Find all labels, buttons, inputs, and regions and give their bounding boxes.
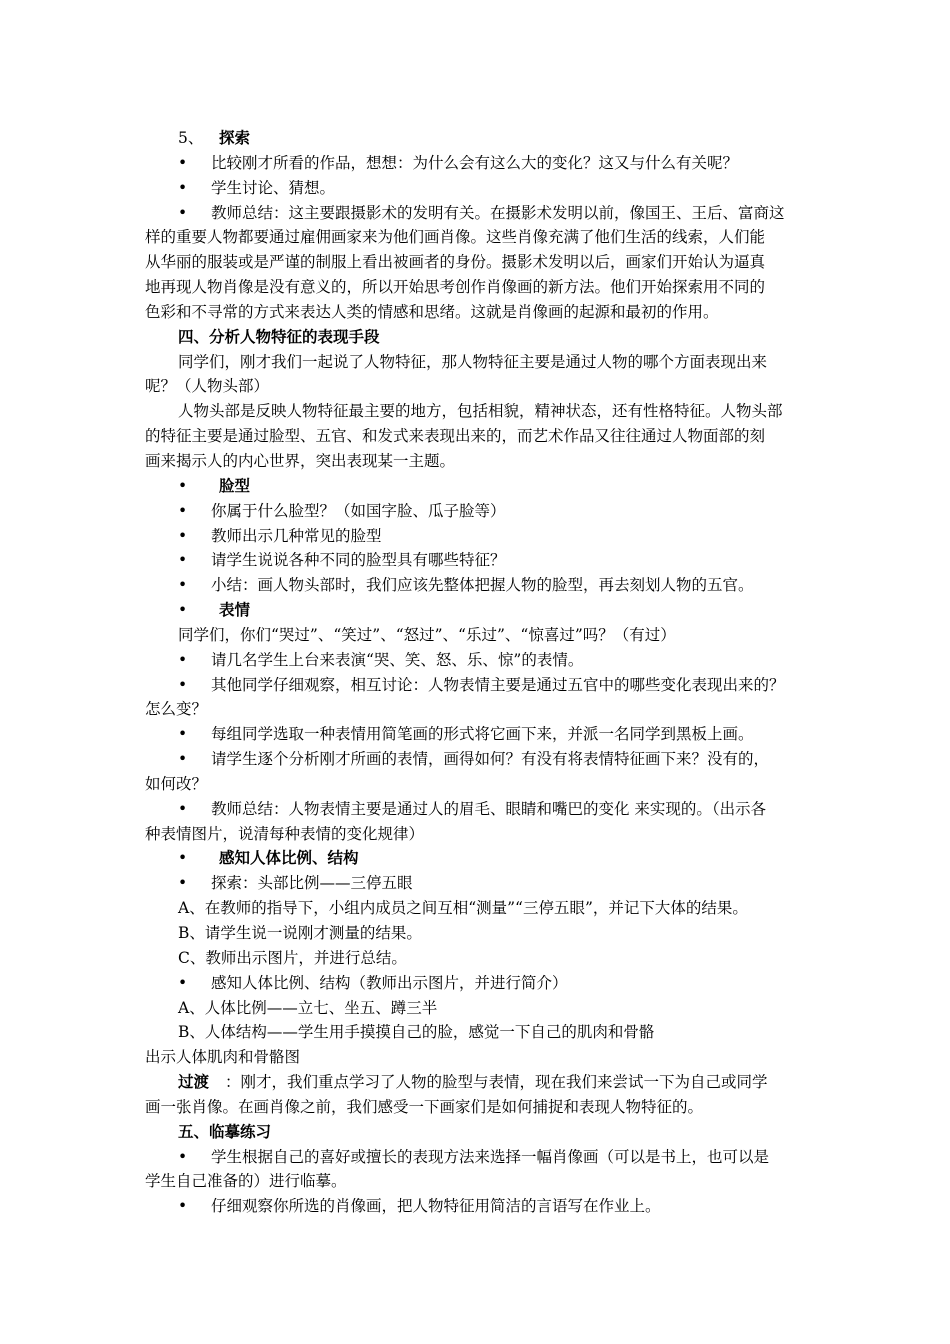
bullet-heading (145, 598, 810, 623)
chapter-heading-text: 四、分析人物特征的表现手段 (178, 326, 380, 346)
bullet-item (145, 1194, 810, 1219)
bullet-item (145, 524, 810, 549)
bullet-item (145, 871, 810, 896)
bullet-item (145, 573, 810, 598)
bullet-item (145, 151, 810, 176)
section-number: 5、 (178, 129, 204, 147)
paragraph-line (145, 1045, 810, 1070)
paragraph-line (145, 946, 810, 971)
paragraph-text: A、人体比例——立七、坐五、蹲三半 (178, 998, 438, 1017)
bullet-text: 比较刚才所看的作品，想想：为什么会有这么大的变化？这又与什么有关呢？ (211, 153, 739, 172)
chapter-heading (145, 325, 810, 350)
paragraph-text: 地再现人物肖像是没有意义的，所以开始思考创作肖像画的新方法。他们开始探索用不同的 (145, 278, 766, 297)
paragraph-text: 的特征主要是通过脸型、五官、和发式来表现出来的，而艺术作品又往往通过人物面部的刻 (145, 427, 766, 446)
bullet-text: 表情 (219, 600, 251, 620)
bullet-text: 仔细观察你所选的肖像画，把人物特征用简洁的言语写在作业上。 (211, 1197, 661, 1216)
paragraph-text: B、请学生说一说刚才测量的结果。 (178, 924, 422, 942)
chapter-heading (145, 1120, 810, 1145)
bullet-text: 感知人体比例、结构（教师出示图片，并进行简介） (211, 973, 568, 992)
paragraph-text: 种表情图片，说清每种表情的变化规律） (145, 824, 425, 843)
bullet-text: 请几名学生上台来表演“哭、笑、怒、乐、惊”的表情。 (211, 650, 584, 669)
bullet-icon: • (178, 750, 188, 769)
paragraph-line (145, 822, 810, 847)
transition-text: ：刚才，我们重点学习了人物的脸型与表情，现在我们来尝试一下为自己或同学 (225, 1073, 768, 1092)
bullet-icon: • (178, 799, 188, 818)
bullet-text: 教师出示几种常见的脸型 (211, 526, 382, 545)
bullet-icon: • (178, 725, 188, 744)
bullet-text: 感知人体比例、结构 (219, 848, 359, 868)
paragraph-line (145, 300, 810, 325)
bullet-icon: • (178, 501, 188, 520)
paragraph-text: 样的重要人物都要通过雇佣画家来为他们画肖像。这些肖像充满了他们生活的线索，人们能 (145, 228, 766, 247)
bullet-text: 小结：画人物头部时，我们应该先整体把握人物的脸型，再去刻划人物的五官。 (211, 576, 754, 595)
paragraph-line (145, 449, 810, 474)
bullet-item (145, 673, 810, 698)
bullet-icon: • (178, 551, 188, 570)
paragraph-line (145, 921, 810, 946)
paragraph-line (145, 275, 810, 300)
bullet-item (145, 201, 810, 226)
bullet-icon: • (178, 153, 188, 172)
paragraph-line (145, 350, 810, 375)
paragraph-text: 出示人体肌肉和骨骼图 (145, 1048, 301, 1067)
paragraph-text: 从华丽的服装或是严谨的制服上看出被画者的身份。摄影术发明以后，画家们开始认为逼真 (145, 253, 766, 272)
paragraph-line (145, 399, 810, 424)
bullet-text: 每组同学选取一种表情用简笔画的形式将它画下来，并派一名同学到黑板上画。 (211, 725, 754, 744)
paragraph-text: 色彩和不寻常的方式来表达人类的情感和思绪。这就是肖像画的起源和最初的作用。 (145, 302, 719, 321)
paragraph-line (145, 1020, 810, 1045)
bullet-icon: • (178, 650, 188, 669)
chapter-heading-text: 五、临摹练习 (178, 1121, 272, 1141)
paragraph-text: 学生自己准备的）进行临摹。 (145, 1172, 347, 1191)
bullet-item (145, 797, 810, 822)
bullet-text: 学生根据自己的喜好或擅长的表现方法来选择一幅肖像画（可以是书上，也可以是 (211, 1147, 770, 1166)
bullet-text: 请学生逐个分析刚才所画的表情，画得如何？有没有将表情特征画下来？没有的， (211, 750, 770, 769)
bullet-item (145, 499, 810, 524)
bullet-icon: • (178, 973, 188, 992)
bullet-item (145, 548, 810, 573)
bullet-icon: • (178, 1147, 188, 1166)
paragraph-text: C、教师出示图片，并进行总结。 (178, 948, 407, 967)
bullet-icon: • (178, 178, 188, 197)
bullet-item (145, 722, 810, 747)
bullet-heading (145, 846, 810, 871)
bullet-text: 探索：头部比例——三停五眼 (211, 874, 413, 893)
bullet-text: 你属于什么脸型？（如国字脸、瓜子脸等） (211, 501, 506, 520)
paragraph-line (145, 623, 810, 648)
bullet-icon: • (178, 576, 188, 595)
paragraph-text: 同学们，你们“哭过”、“笑过”、“怒过”、“乐过”、“惊喜过”吗？（有过） (178, 625, 676, 644)
paragraph-text: 画一张肖像。在画肖像之前，我们感受一下画家们是如何捕捉和表现人物特征的。 (145, 1097, 704, 1116)
paragraph-text: 怎么变？ (145, 700, 208, 719)
bullet-icon: • (178, 601, 188, 620)
bullet-text: 脸型 (219, 475, 251, 495)
bullet-icon: • (178, 874, 188, 893)
paragraph-line (145, 225, 810, 250)
paragraph-text: 画来揭示人的内心世界，突出表现某一主题。 (145, 451, 456, 470)
bullet-text: 教师总结：人物表情主要是通过人的眉毛、眼睛和嘴巴的变化 来实现的。（出示各 (211, 799, 767, 818)
paragraph-line (145, 424, 810, 449)
paragraph-line (145, 1169, 810, 1194)
bullet-item (145, 971, 810, 996)
bullet-text: 学生讨论、猜想。 (211, 178, 336, 197)
bullet-item (145, 747, 810, 772)
paragraph-line (145, 1095, 810, 1120)
section-title: 探索 (219, 128, 251, 147)
bullet-icon: • (178, 849, 188, 868)
paragraph-text: 呢？（人物头部） (145, 377, 270, 396)
paragraph-line (145, 996, 810, 1021)
bullet-item (145, 1145, 810, 1170)
bullet-text: 教师总结：这主要跟摄影术的发明有关。在摄影术发明以前，像国王、王后、富商这 (211, 203, 785, 222)
bullet-icon: • (178, 1197, 188, 1216)
paragraph-text: 如何改？ (145, 774, 208, 793)
bullet-icon: • (178, 526, 188, 545)
bullet-icon: • (178, 675, 188, 694)
transition-line (145, 1070, 810, 1095)
paragraph-text: 同学们，刚才我们一起说了人物特征，那人物特征主要是通过人物的哪个方面表现出来 (178, 352, 768, 371)
bullet-item (145, 648, 810, 673)
bullet-item (145, 176, 810, 201)
transition-label: 过渡 (178, 1072, 210, 1092)
document-body (145, 126, 810, 1219)
paragraph-line (145, 772, 810, 797)
bullet-heading (145, 474, 810, 499)
paragraph-line (145, 250, 810, 275)
paragraph-line (145, 896, 810, 921)
bullet-icon: • (178, 476, 188, 495)
bullet-text: 其他同学仔细观察，相互讨论：人物表情主要是通过五官中的哪些变化表现出来的？ (211, 675, 785, 694)
paragraph-text: 人物头部是反映人物特征最主要的地方，包括相貌，精神状态，还有性格特征。人物头部 (178, 402, 783, 421)
section-heading (145, 126, 810, 151)
paragraph-line (145, 697, 810, 722)
paragraph-line (145, 374, 810, 399)
paragraph-text: B、人体结构——学生用手摸摸自己的脸，感觉一下自己的肌肉和骨骼 (178, 1023, 655, 1042)
paragraph-text: A、在教师的指导下，小组内成员之间互相“测量”“三停五眼”，并记下大体的结果。 (178, 899, 748, 918)
bullet-icon: • (178, 203, 188, 222)
bullet-text: 请学生说说各种不同的脸型具有哪些特征？ (211, 551, 506, 570)
